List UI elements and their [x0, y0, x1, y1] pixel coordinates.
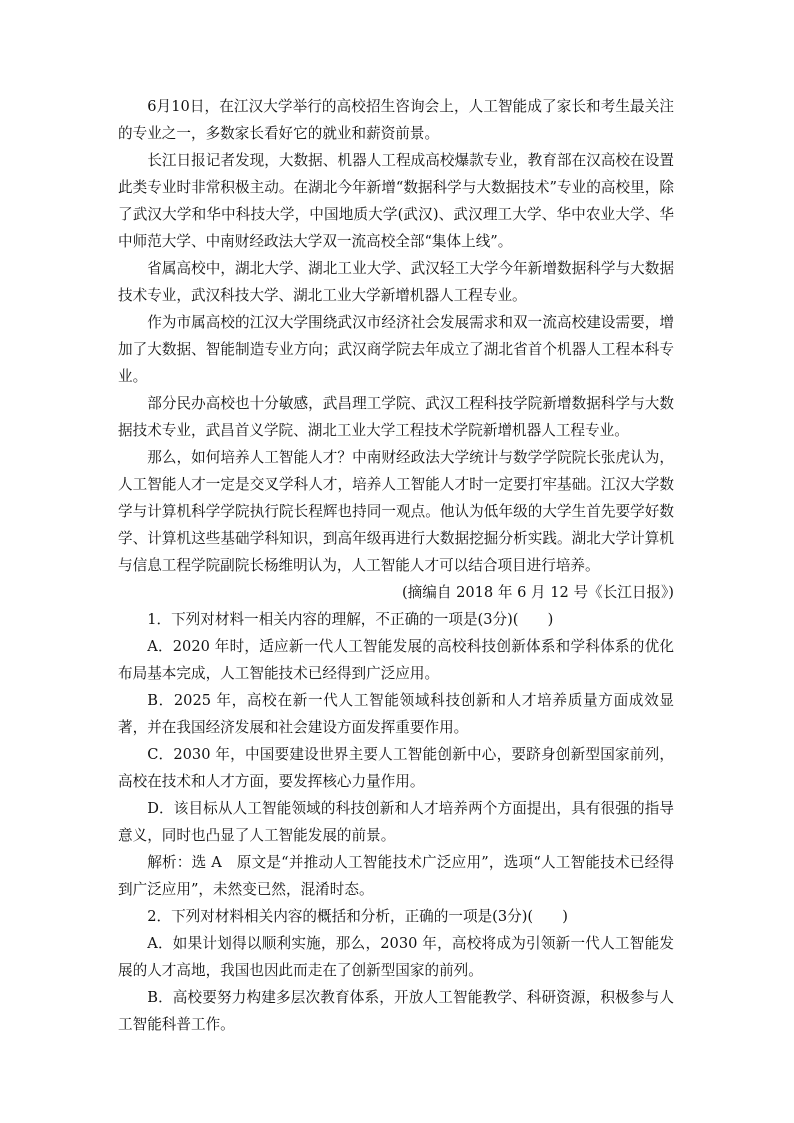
question-2-stem: 2．下列对材料相关内容的概括和分析，正确的一项是(3分)( ) — [147, 908, 568, 925]
question-1-stem: 1．下列对材料一相关内容的理解，不正确的一项是(3分)( ) — [147, 611, 554, 628]
question-1-option-b: B．2025 年，高校在新一代人工智能领域科技创新和人才培养质量方面成效显著，并在我国经济发展和社会建设方面发挥重要作用。 — [118, 692, 674, 736]
question-1-option-d: D．该目标从人工智能领域的科技创新和人才培养两个方面提出，具有很强的指导意义，同时也凸显了人工智能发展的前景。 — [118, 800, 674, 844]
article-paragraph-1: 6月10日，在江汉大学举行的高校招生咨询会上，人工智能成了家长和考生最关注的专业之一，多数家长看好它的就业和薪资前景。 — [118, 98, 674, 142]
question-2-option-b: B．高校要努力构建多层次教育体系，开放人工智能教学、科研资源，积极参与人工智能科普工作。 — [118, 989, 674, 1033]
document-content — [118, 93, 674, 1038]
question-1-option-c: C．2030 年，中国要建设世界主要人工智能创新中心，要跻身创新型国家前列，高校在技术和人才方面，要发挥核心力量作用。 — [118, 746, 674, 790]
question-2-option-a: A．如果计划得以顺利实施，那么，2030 年，高校将成为引领新一代人工智能发展的人才高地，我国也因此而走在了创新型国家的前列。 — [118, 935, 674, 979]
article-paragraph-6: 那么，如何培养人工智能人才？中南财经政法大学统计与数学学院院长张虎认为，人工智能人才一定是交叉学科人才，培养人工智能人才时一定要打牢基础。江汉大学数学与计算机科学学院执行院长程辉也持同一观点。他认为低年级的大学生首先要学好数学、计算机这些基础学科知识，到高年级再进行大数据挖掘分析实践。湖北大学计算机与信息工程学院副院长杨维明认为，人工智能人才可以结合项目进行培养。 — [118, 449, 674, 574]
article-paragraph-2: 长江日报记者发现，大数据、机器人工程成高校爆款专业，教育部在汉高校在设置此类专业时非常积极主动。在湖北今年新增“数据科学与大数据技术”专业的高校里，除了武汉大学和华中科技大学，中国地质大学(武汉)、武汉理工大学、华中农业大学、华中师范大学、中南财经政法大学双一流高校全部“集体上线”。 — [118, 152, 674, 250]
question-1-option-a: A．2020 年时，适应新一代人工智能发展的高校科技创新体系和学科体系的优化布局基本完成，人工智能技术已经得到广泛应用。 — [118, 638, 674, 682]
article-paragraph-4: 作为市属高校的江汉大学围绕武汉市经济社会发展需求和双一流高校建设需要，增加了大数据、智能制造专业方向；武汉商学院去年成立了湖北省首个机器人工程本科专业。 — [118, 314, 674, 385]
article-paragraph-5: 部分民办高校也十分敏感，武昌理工学院、武汉工程科技学院新增数据科学与大数据技术专业，武昌首义学院、湖北工业大学工程技术学院新增机器人工程专业。 — [118, 395, 674, 439]
article-paragraph-3: 省属高校中，湖北大学、湖北工业大学、武汉轻工大学今年新增数据科学与大数据技术专业，武汉科技大学、湖北工业大学新增机器人工程专业。 — [118, 260, 674, 304]
question-1-analysis: 解析：选 A 原文是“并推动人工智能技术广泛应用”，选项“人工智能技术已经得到广泛应用”，未然变已然，混淆时态。 — [118, 854, 674, 898]
article-source: (摘编自 2018 年 6 月 12 号《长江日报》) — [401, 584, 674, 601]
